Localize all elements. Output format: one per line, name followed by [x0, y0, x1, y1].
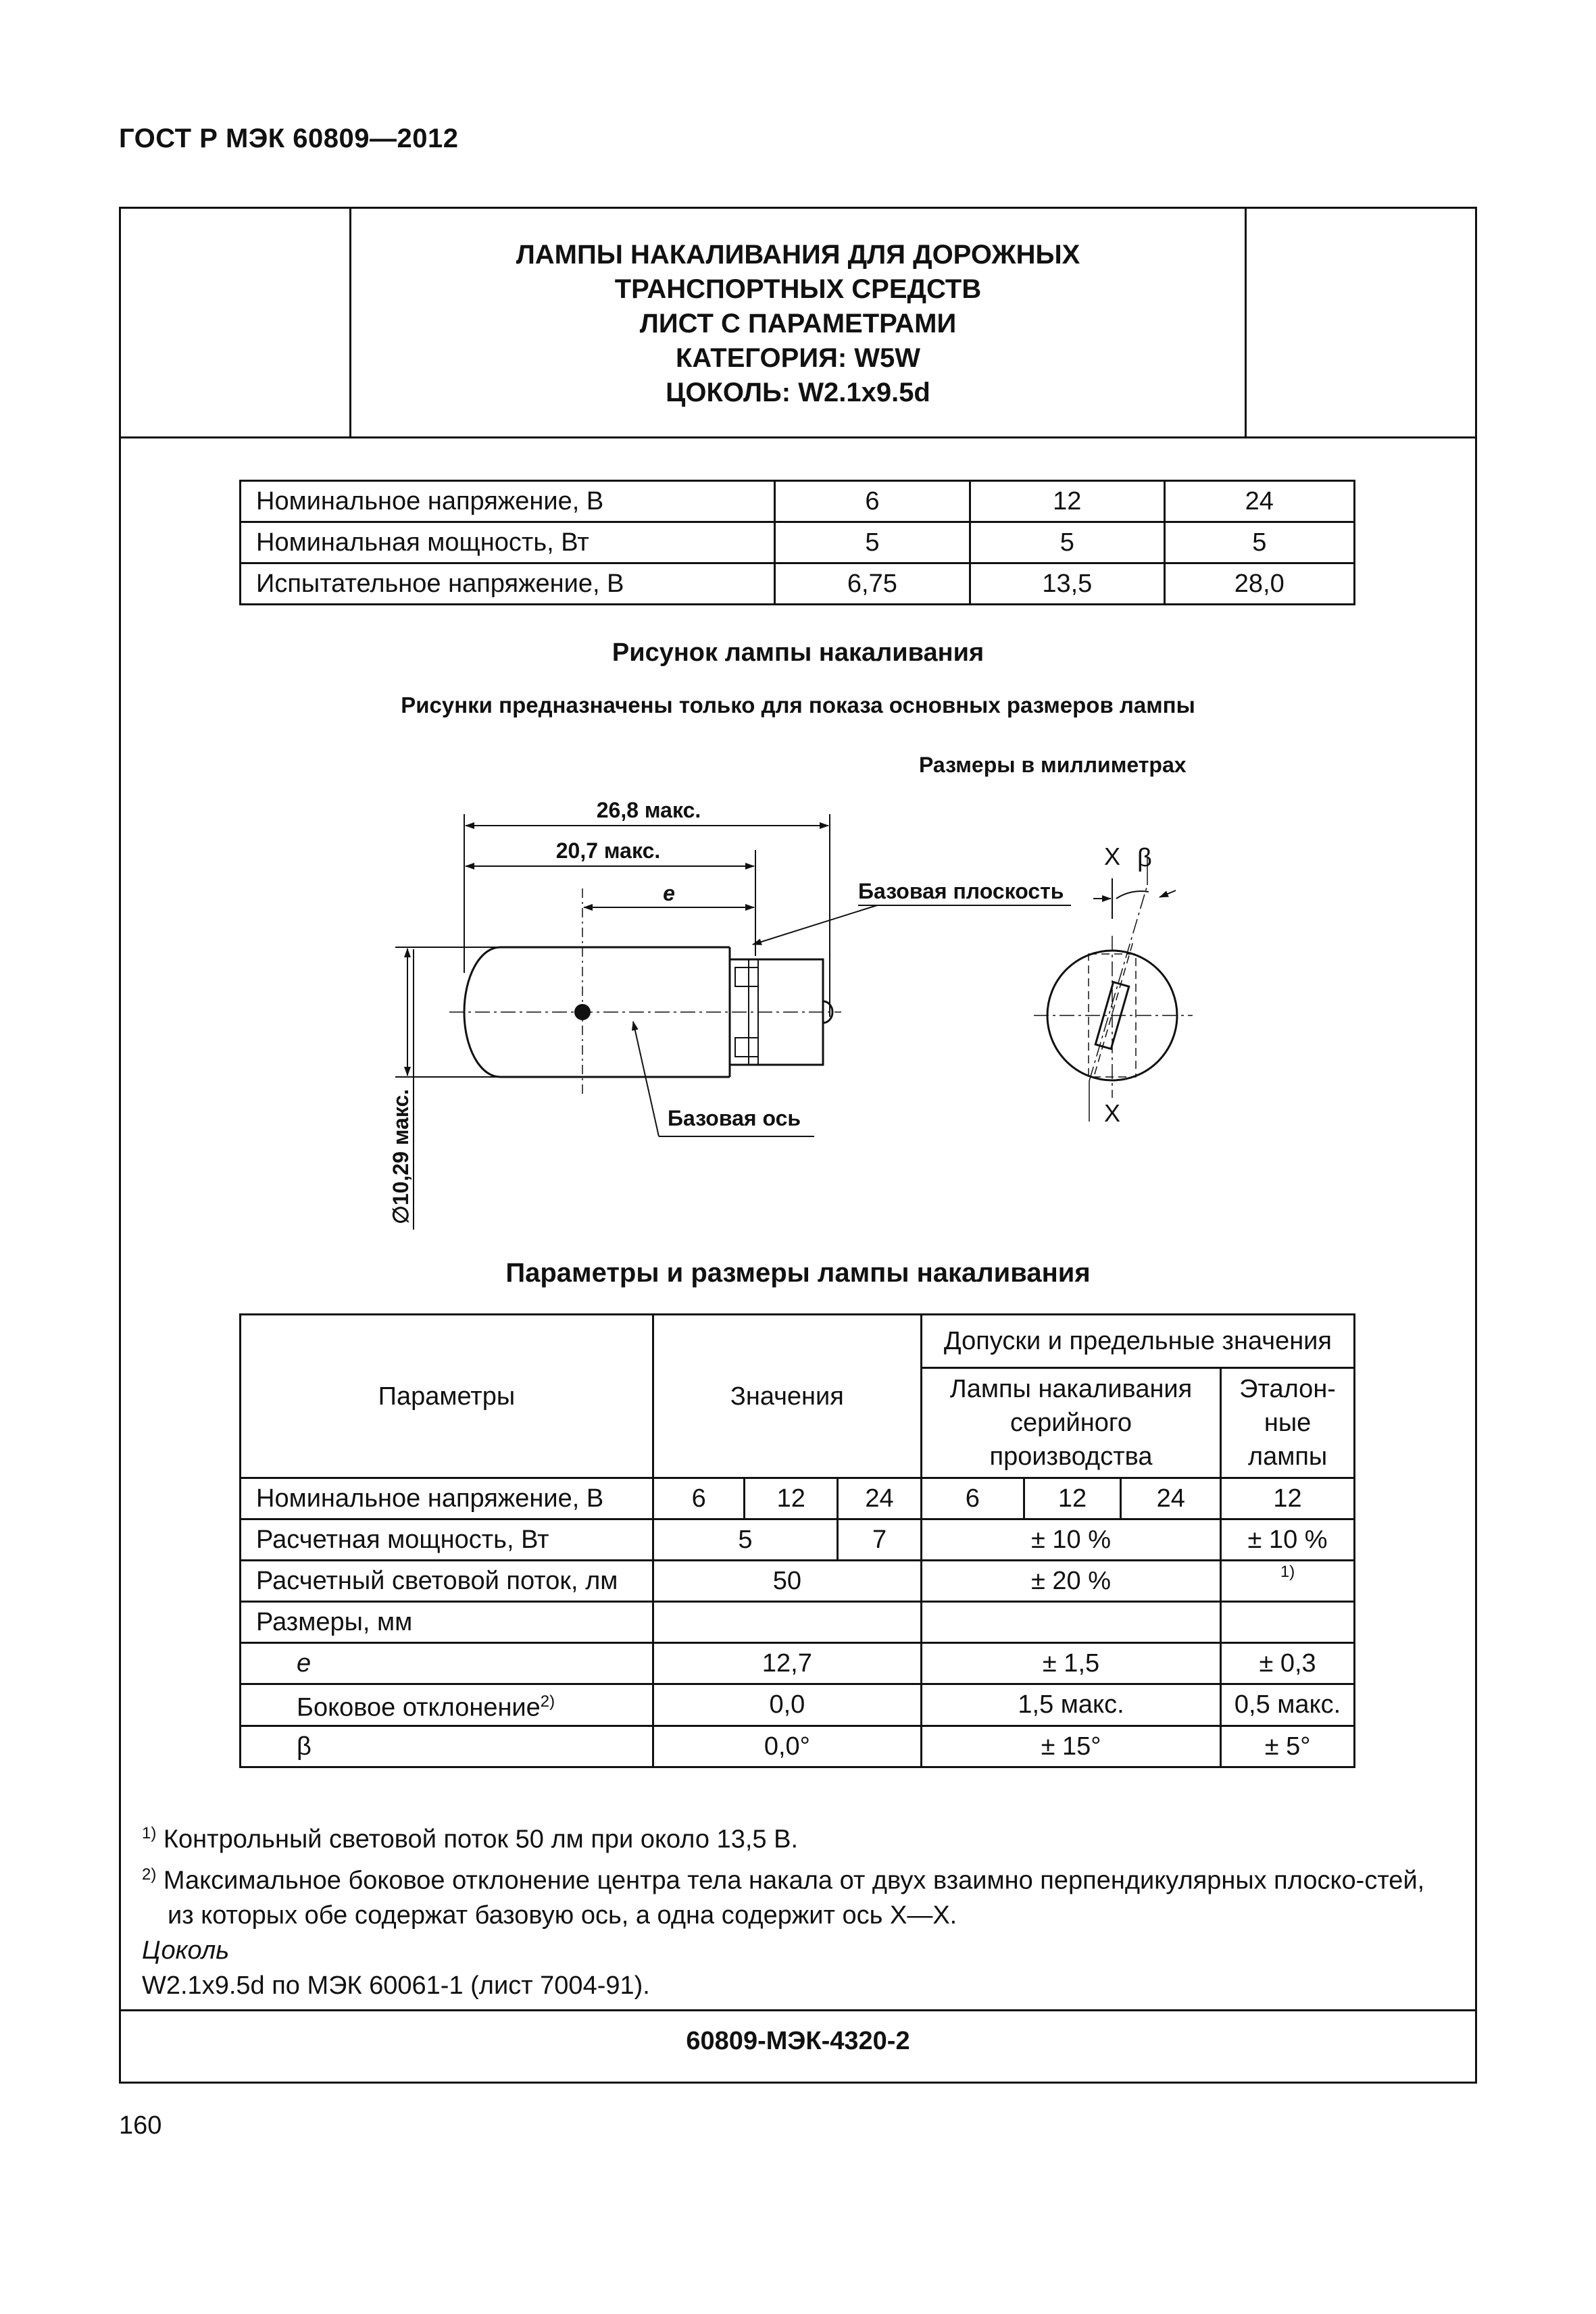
dimension-e-label: e — [663, 881, 675, 905]
cell: 0,0 — [653, 1684, 921, 1726]
footnote-mark: 2) — [540, 1692, 555, 1711]
cell: ± 5° — [1221, 1726, 1355, 1767]
figure-subcaption: Рисунки предназначены только для показа основных размеров лампы — [401, 693, 1195, 718]
row-label: Номинальное напряжение, В — [241, 1478, 653, 1519]
cell: 24 — [1121, 1478, 1221, 1519]
cell: 6 — [774, 481, 970, 522]
x-axis-bottom-label: X — [1104, 1099, 1121, 1127]
header-serial-line: Лампы накаливания — [949, 1375, 1193, 1403]
cell: 0,5 макс. — [1221, 1684, 1355, 1726]
row-label: Расчетная мощность, Вт — [241, 1519, 653, 1561]
row-label: Расчетный световой поток, лм — [241, 1561, 653, 1602]
page-number: 160 — [119, 2111, 162, 2140]
footnote-mark: 1) — [142, 1824, 157, 1842]
params-caption: Параметры и размеры лампы накаливания — [505, 1258, 1091, 1288]
cell: ± 10 % — [1221, 1519, 1355, 1561]
figure-caption: Рисунок лампы накаливания — [612, 638, 984, 667]
footnote-mark: 2) — [142, 1865, 157, 1884]
header-reference-line: лампы — [1247, 1442, 1328, 1471]
header-reference-line: ные — [1264, 1409, 1312, 1437]
cell — [921, 1602, 1220, 1643]
dimension-bulb-label: 20,7 макс. — [555, 838, 661, 863]
cell: 50 — [653, 1561, 921, 1602]
cell: ± 10 % — [921, 1519, 1220, 1561]
title-line: ЦОКОЛЬ: W2.1x9.5d — [666, 378, 930, 407]
footnote-text: Контрольный световой поток 50 лм при около 13,5 В. — [163, 1825, 799, 1854]
dimension-total-label: 26,8 макс. — [596, 798, 701, 822]
cell: 6,75 — [774, 563, 970, 605]
x-axis-top-label: X — [1104, 842, 1121, 870]
cell: 12 — [1024, 1478, 1121, 1519]
cell: 12,7 — [653, 1643, 921, 1684]
footnote-ref-cell — [1221, 1561, 1355, 1602]
cell: 13,5 — [970, 563, 1164, 605]
cell: 24 — [1164, 481, 1354, 522]
row-label: Испытательное напряжение, В — [241, 563, 775, 605]
cell — [1221, 1602, 1355, 1643]
header-serial — [921, 1368, 1220, 1478]
params-table — [239, 1313, 1355, 1768]
title-line: ЛАМПЫ НАКАЛИВАНИЯ ДЛЯ ДОРОЖНЫХ — [516, 240, 1080, 270]
cell: ± 20 % — [921, 1561, 1220, 1602]
row-label — [241, 1684, 653, 1726]
cell: 5 — [1164, 522, 1354, 563]
dimension-diameter-label: ∅10,29 макс. — [389, 1088, 413, 1224]
title-line: ТРАНСПОРТНЫХ СРЕДСТВ — [614, 274, 982, 304]
cell: 12 — [745, 1478, 838, 1519]
footnote-1 — [142, 1816, 1453, 1857]
beta-label: β — [1137, 844, 1152, 872]
table-row — [241, 1519, 1355, 1561]
cell: 6 — [921, 1478, 1024, 1519]
table-row — [241, 1561, 1355, 1602]
footer-divider — [119, 2009, 1477, 2011]
table-row — [241, 1684, 1355, 1726]
cell: ± 0,3 — [1221, 1643, 1355, 1684]
header-reference-line: Эталон- — [1239, 1375, 1336, 1403]
cell: ± 15° — [921, 1726, 1220, 1767]
title-line: ЛИСТ С ПАРАМЕТРАМИ — [639, 309, 957, 338]
cell: 0,0° — [653, 1726, 921, 1767]
header-serial-line: серийного — [1010, 1409, 1132, 1437]
header-params: Параметры — [241, 1315, 653, 1478]
header-reference — [1221, 1368, 1355, 1478]
cell: 5 — [774, 522, 970, 563]
header-values: Значения — [653, 1315, 921, 1478]
row-label: β — [241, 1726, 653, 1767]
filament-center-dot — [574, 1004, 591, 1020]
row-label: Размеры, мм — [241, 1602, 653, 1643]
footnote-2 — [142, 1857, 1453, 1934]
table-row — [241, 1726, 1355, 1767]
units-note: Размеры в миллиметрах — [919, 753, 1187, 777]
footnotes — [142, 1816, 1453, 2003]
table-row — [241, 1478, 1355, 1519]
cell: 28,0 — [1164, 563, 1354, 605]
reference-axis-label: Базовая ось — [668, 1106, 801, 1130]
sheet-code: 60809-МЭК-4320-2 — [686, 2027, 910, 2055]
footnote-mark: 1) — [1280, 1563, 1295, 1581]
row-label-text: Боковое отклонение — [297, 1693, 541, 1722]
table-row — [241, 1602, 1355, 1643]
cell: 24 — [838, 1478, 922, 1519]
header-serial-line: производства — [989, 1442, 1153, 1471]
base-title: Цоколь — [142, 1936, 230, 1965]
row-label: Номинальная мощность, Вт — [241, 522, 775, 563]
table-row — [241, 1643, 1355, 1684]
cell: 12 — [970, 481, 1164, 522]
row-label: e — [241, 1643, 653, 1684]
title-line: КАТЕГОРИЯ: W5W — [675, 343, 921, 373]
base-text: W2.1x9.5d по МЭК 60061-1 (лист 7004-91). — [142, 1971, 650, 2001]
cell — [653, 1602, 921, 1643]
cell: 12 — [1221, 1478, 1355, 1519]
cell: 6 — [653, 1478, 745, 1519]
footnote-text: Максимальное боковое отклонение центра тела накала от двух взаимно перпендикулярных плоско-стей, из которых обе содержат базовую ось, а одна содержит ось X—X. — [163, 1866, 1425, 1930]
row-label: Номинальное напряжение, В — [241, 481, 775, 522]
reference-plane-label: Базовая плоскость — [858, 879, 1064, 903]
standard-number: ГОСТ Р МЭК 60809—2012 — [119, 124, 459, 153]
cell: 5 — [970, 522, 1164, 563]
table-row — [241, 1315, 1355, 1368]
cell: ± 1,5 — [921, 1643, 1220, 1684]
cell: 5 — [653, 1519, 837, 1561]
cell: 7 — [838, 1519, 922, 1561]
cell: 1,5 макс. — [921, 1684, 1220, 1726]
header-tolerances: Допуски и предельные значения — [921, 1315, 1354, 1368]
